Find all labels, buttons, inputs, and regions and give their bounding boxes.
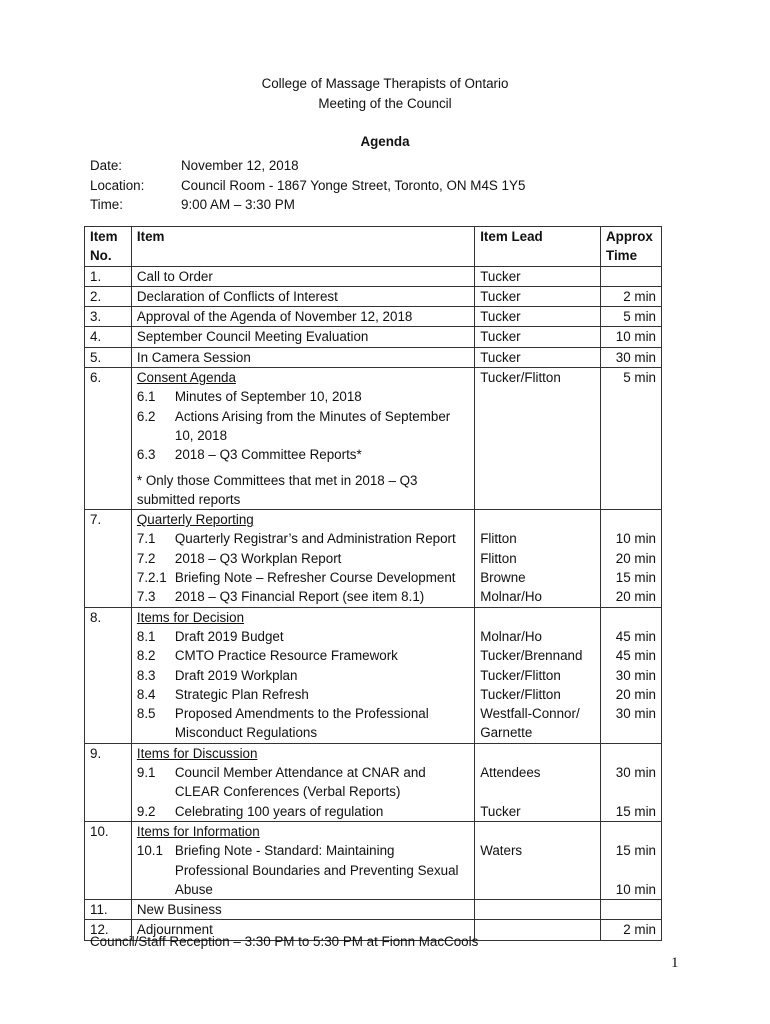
table-row [85,743,662,821]
date-label: Date: [90,158,123,173]
item-lead [475,900,601,920]
sub-item-number: 6.1 [136,389,156,405]
item-cell [131,821,474,899]
item-time-cell [601,607,662,743]
sub-item-title: Celebrating 100 years of regulation [174,803,384,819]
header-approx-time [601,227,662,267]
header-text: No. [90,248,112,264]
item-title: Declaration of Conflicts of Interest [131,286,474,306]
item-number: 6. [85,368,132,510]
sub-item-title: Draft 2019 Budget [174,628,284,644]
sub-item-time: 15 min [615,570,656,586]
item-number: 11. [85,900,132,920]
item-number: 5. [85,347,132,367]
header-text: Item [90,229,118,244]
sub-item [137,666,469,685]
sub-item-number: 8.5 [136,706,156,722]
sub-item-number: 8.2 [136,648,156,664]
sub-item [137,549,469,568]
header-text: Time [606,248,638,264]
sub-item-time: 20 min [615,589,656,605]
item-lead: Tucker/Flitton [475,368,601,510]
agenda-table [84,226,662,941]
sub-item-title: CMTO Practice Resource Framework [174,648,398,664]
meeting-details [90,156,525,215]
location-label: Location: [90,177,145,193]
sub-item [137,627,469,646]
item-lead-cell [475,510,601,607]
item-time: 2 min [601,286,662,306]
sub-item-title: Briefing Note - Standard: Maintaining Professional Boundaries and Preventing Sexual Abuse [174,843,459,897]
sub-item-time: 15 min [615,843,656,859]
sub-item [137,841,469,899]
sub-item-lead: Tucker [480,803,521,819]
sub-item-number: 9.1 [136,765,156,781]
sub-item-time: 20 min [615,686,656,702]
meeting-name: Meeting of the Council [318,95,452,111]
item-time: 2 min [601,920,662,940]
sub-item [137,587,469,606]
table-row [85,607,662,743]
sub-item-lead: Molnar/Ho [480,589,542,605]
item-lead-cell [475,607,601,743]
item-time: 10 min [601,327,662,347]
item-cell [131,743,474,821]
sub-item-number: 8.1 [136,628,156,644]
table-row [85,266,662,286]
sub-item [137,568,469,587]
sub-item-lead: Tucker/Flitton [480,667,561,683]
sub-item-title: Draft 2019 Workplan [174,667,298,683]
sub-item-number: 7.2 [136,550,156,566]
header-item-lead: Item Lead [475,227,601,267]
sub-item [137,445,469,464]
item-title: In Camera Session [131,347,474,367]
table-header-row [85,227,662,267]
item-number: 12. [85,920,132,940]
header-item: Item [131,227,474,267]
sub-item-title: Strategic Plan Refresh [174,686,309,702]
sub-item-number: 6.2 [136,408,156,424]
item-number: 9. [85,743,132,821]
item-number: 4. [85,327,132,347]
sub-item-title: Proposed Amendments to the Professional Misconduct Regulations [174,706,429,741]
table-row [85,286,662,306]
item-title: Items for Discussion [136,745,258,761]
item-number: 2. [85,286,132,306]
item-lead: Tucker [475,286,601,306]
sub-item-lead: Tucker/Flitton [480,686,561,702]
sub-item-lead: Browne [480,570,526,586]
sub-item-number: 7.1 [136,531,156,547]
item-time-cell [601,510,662,607]
sub-item-title: 2018 – Q3 Workplan Report [174,550,342,566]
time-value: 9:00 AM – 3:30 PM [181,197,295,212]
header-item-no [85,227,132,267]
sub-item [137,387,469,406]
sub-item-lead: Flitton [480,531,517,547]
item-time-cell [601,743,662,821]
item-title: Consent Agenda [136,370,236,386]
sub-item-title: 2018 – Q3 Financial Report (see item 8.1) [174,589,425,605]
reception-note: Council/Staff Reception – 3:30 PM to 5:30 PM at Fionn MacCools [90,934,479,949]
item-title: Call to Order [131,266,474,286]
table-row [85,347,662,367]
item-time: 30 min [601,347,662,367]
sub-item-number: 7.2.1 [136,570,167,586]
sub-item-number: 7.3 [136,589,156,605]
sub-item-lead: Waters [480,843,523,859]
table-row [85,368,662,510]
item-number: 8. [85,607,132,743]
item-title: Items for Decision [136,609,245,625]
item-lead: Tucker [475,347,601,367]
item-lead [475,920,601,940]
sub-item-time: 10 min [615,531,656,547]
sub-item [137,763,469,802]
sub-item-time: 10 min [615,881,656,897]
document-header [0,74,770,152]
sub-item-time: 15 min [615,803,656,819]
item-number: 10. [85,821,132,899]
document-title: Agenda [360,134,410,149]
sub-item-lead: Westfall-Connor/ Garnette [480,706,580,741]
sub-item [137,704,469,743]
sub-item-title: Council Member Attendance at CNAR and CLEAR Conferences (Verbal Reports) [174,765,426,800]
item-cell [131,368,474,510]
sub-item [137,685,469,704]
sub-item-number: 10.1 [136,843,163,859]
sub-item-title: 2018 – Q3 Committee Reports* [174,447,362,463]
item-title: Adjournment [131,920,474,940]
item-lead: Tucker [475,327,601,347]
sub-item-lead: Molnar/Ho [480,628,542,644]
sub-item-time: 30 min [615,667,656,683]
item-cell [131,510,474,607]
sub-item-time: 30 min [615,765,656,781]
sub-item-number: 6.3 [136,447,156,463]
table-row [85,900,662,920]
item-title: Quarterly Reporting [136,512,254,528]
header-text: Approx [606,229,653,244]
sub-item [137,802,469,821]
item-time [601,900,662,920]
sub-item-time: 45 min [615,648,656,664]
item-lead-cell [475,743,601,821]
sub-item [137,529,469,548]
item-time-cell [601,821,662,899]
footnote: * Only those Committees that met in 2018 – Q3 submitted reports [136,472,418,507]
sub-item-number: 9.2 [136,803,156,819]
item-lead: Tucker [475,307,601,327]
item-number: 3. [85,307,132,327]
item-title: September Council Meeting Evaluation [131,327,474,347]
sub-item-title: Actions Arising from the Minutes of September 10, 2018 [174,408,451,443]
item-time: 5 min [601,307,662,327]
sub-item-title: Minutes of September 10, 2018 [174,389,362,405]
location-value: Council Room - 1867 Yonge Street, Toronto, ON M4S 1Y5 [181,177,526,193]
table-row [85,327,662,347]
item-lead-cell [475,821,601,899]
item-lead: Tucker [475,266,601,286]
item-title: Approval of the Agenda of November 12, 2018 [131,307,474,327]
time-label: Time: [90,197,123,212]
sub-item-lead: Tucker/Brennand [480,648,583,664]
item-number: 1. [85,266,132,286]
item-number: 7. [85,510,132,607]
sub-item-time: 45 min [615,628,656,644]
sub-item-time: 30 min [615,706,656,722]
sub-item-title: Quarterly Registrar’s and Administration Report [174,531,456,547]
sub-item [137,407,469,446]
table-row [85,307,662,327]
sub-item-title: Briefing Note – Refresher Course Development [174,570,456,586]
sub-item [137,646,469,665]
sub-item-lead: Attendees [480,765,541,781]
sub-item-time: 20 min [615,550,656,566]
item-title: Items for Information [136,823,260,839]
item-time [601,266,662,286]
sub-item-number: 8.4 [136,686,156,702]
item-time: 5 min [601,368,662,510]
sub-item-lead: Flitton [480,550,517,566]
sub-item-number: 8.3 [136,667,156,683]
page-number: 1 [671,955,679,971]
table-row [85,821,662,899]
item-title: New Business [131,900,474,920]
item-cell [131,607,474,743]
table-row [85,510,662,607]
org-name: College of Massage Therapists of Ontario [261,76,509,91]
date-value: November 12, 2018 [181,158,299,173]
